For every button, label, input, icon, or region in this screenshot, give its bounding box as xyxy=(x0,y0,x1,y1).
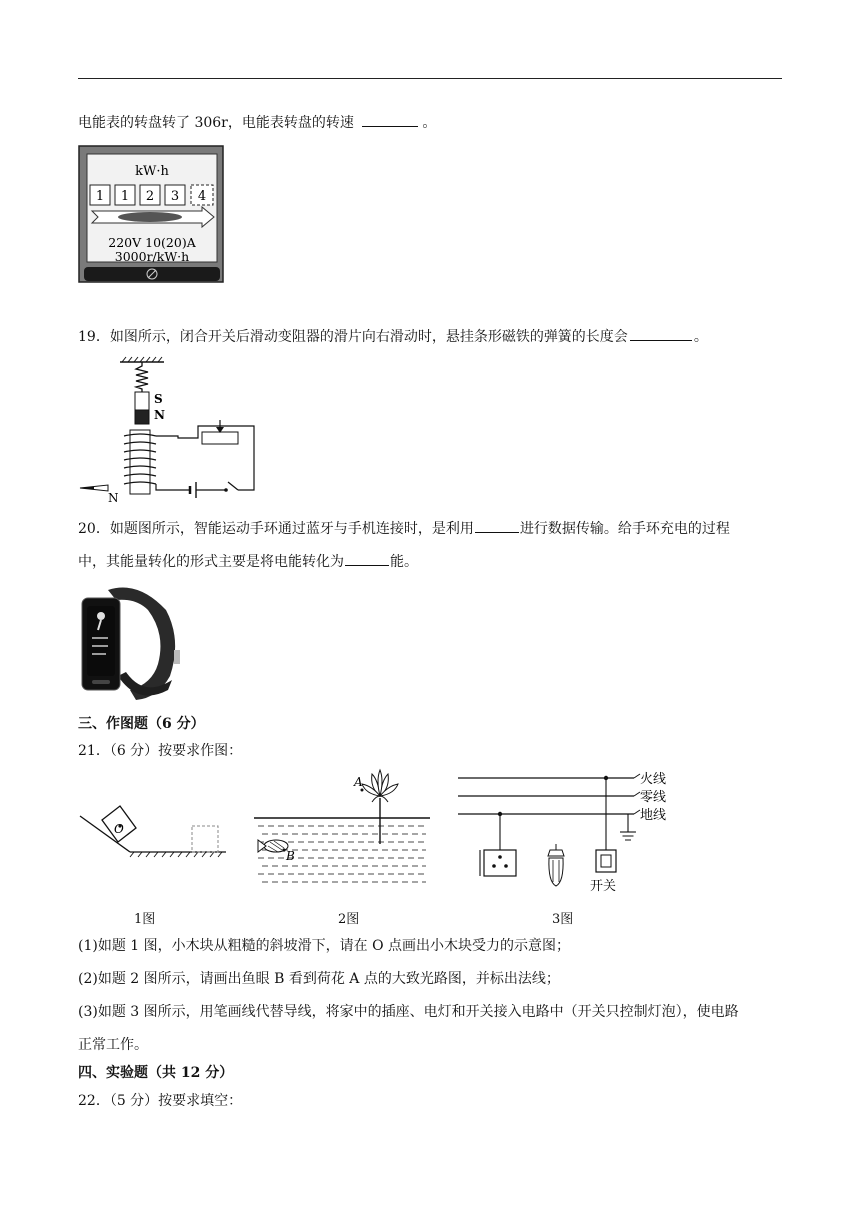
electromagnet-figure xyxy=(78,356,262,504)
q18-text: 电能表的转盘转了 306r，电能表转盘的转速 xyxy=(78,115,354,131)
band-buckle-icon xyxy=(174,650,180,664)
magnet-s-label: S xyxy=(154,392,163,406)
meter-digit-4: 3 xyxy=(170,189,180,204)
q20-blank-2[interactable] xyxy=(345,551,389,566)
socket-icon xyxy=(484,850,516,876)
point-o-label: O xyxy=(114,822,124,836)
switch-icon xyxy=(228,482,238,490)
q22-stem: 22．（5 分）按要求填空： xyxy=(78,1093,243,1109)
switch-label: 开关 xyxy=(590,879,617,894)
section-4-heading: 四、实验题（共 12 分） xyxy=(78,1065,234,1081)
neutral-wire-label: 零线 xyxy=(640,790,667,805)
smart-band-image xyxy=(78,580,182,708)
ground-wire-label: 地线 xyxy=(640,808,667,823)
q20-line1: 20．如题图所示，智能运动手环通过蓝牙与手机连接时，是利用 进行数据传输。给手环充电的过程 xyxy=(78,518,730,539)
section-3-heading: 三、作图题（6 分） xyxy=(78,716,205,732)
light-bulb-icon xyxy=(548,844,564,886)
header-rule xyxy=(78,78,782,79)
q21-part3-line2: 正常工作。 xyxy=(78,1037,148,1053)
lotus-fish-figure xyxy=(254,768,430,886)
coil-core xyxy=(130,430,150,494)
meter-digit-5: 4 xyxy=(197,189,207,204)
spring-icon xyxy=(136,362,148,392)
q21-part3-line1: (3)如题 3 图所示，用笔画线代替导线，将家中的插座、电灯和开关接入电路中（开关只控制灯泡），使电路 xyxy=(78,1004,739,1020)
magnet-n-label: N xyxy=(154,408,165,422)
fig1-caption: 1图 xyxy=(134,912,156,927)
q21-stem: 21．（6 分）按要求作图： xyxy=(78,743,243,759)
fig2-caption: 2图 xyxy=(338,912,360,927)
point-b-label: B xyxy=(286,849,295,863)
meter-unit: kW·h xyxy=(135,164,169,179)
q18-blank[interactable] xyxy=(362,112,418,127)
meter-rating: 220V 10(20)A xyxy=(108,235,196,250)
q19-line: 19．如图所示，闭合开关后滑动变阻器的滑片向右滑动时，悬挂条形磁铁的弹簧的长度会 。 xyxy=(78,326,708,347)
lotus-flower-icon xyxy=(362,770,398,796)
compass-n-label: N xyxy=(108,491,119,504)
meter-disc xyxy=(118,212,182,222)
energy-meter-figure xyxy=(78,145,226,285)
block-dashed-outline xyxy=(192,826,218,852)
q20-line2: 中，其能量转化的形式主要是将电能转化为 能。 xyxy=(78,551,418,572)
household-circuit-figure xyxy=(456,770,680,898)
water-hatching xyxy=(258,826,426,882)
runner-icon xyxy=(97,612,105,620)
fig3-caption: 3图 xyxy=(552,912,574,927)
meter-constant: 3000r/kW·h xyxy=(114,249,190,264)
meter-digits xyxy=(90,185,213,205)
live-wire-label: 火线 xyxy=(640,772,667,787)
point-a-label: A xyxy=(354,775,363,789)
incline-figure xyxy=(78,800,234,860)
meter-digit-3: 2 xyxy=(145,189,155,204)
q20-blank-1[interactable] xyxy=(475,518,519,533)
q19-text: 19．如图所示，闭合开关后滑动变阻器的滑片向右滑动时，悬挂条形磁铁的弹簧的长度会 xyxy=(78,329,628,345)
bar-magnet xyxy=(135,410,149,424)
meter-digit-2: 1 xyxy=(120,189,130,204)
q18-line: 电能表的转盘转了 306r，电能表转盘的转速 。 xyxy=(78,112,436,133)
q19-blank[interactable] xyxy=(630,326,692,341)
q21-part2: (2)如题 2 图所示，请画出鱼眼 B 看到荷花 A 点的大致光路图，并标出法线； xyxy=(78,971,560,987)
meter-digit-1: 1 xyxy=(95,189,105,204)
rheostat xyxy=(202,432,238,444)
q21-part1: (1)如题 1 图，小木块从粗糙的斜坡滑下，请在 O 点画出小木块受力的示意图； xyxy=(78,938,571,954)
